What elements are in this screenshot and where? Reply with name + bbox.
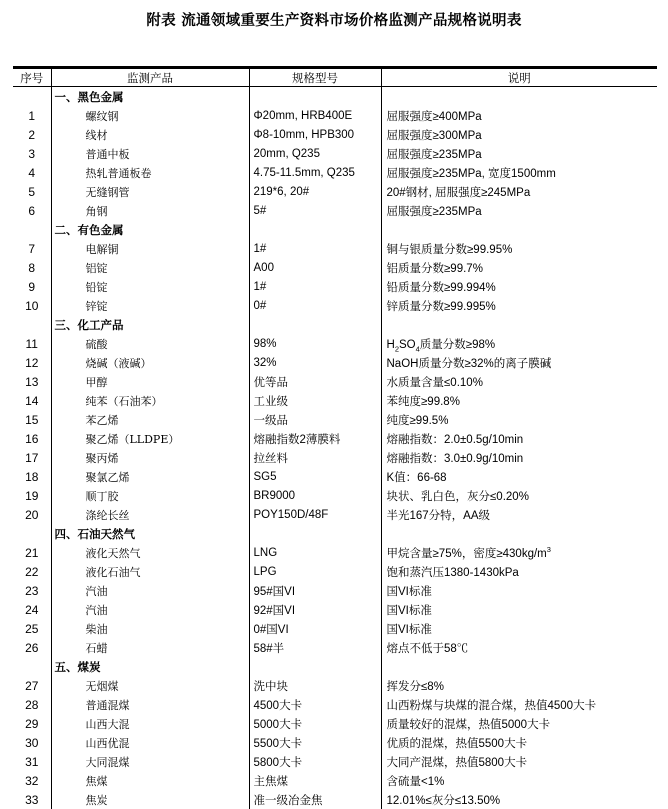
category-desc-cell	[381, 315, 657, 334]
page-title: 附表 流通领域重要生产资料市场价格监测产品规格说明表	[0, 9, 668, 30]
spec-model: 优等品	[249, 372, 381, 391]
header-spec: 规格型号	[249, 68, 381, 87]
table-header	[13, 68, 657, 87]
table-row	[13, 486, 657, 505]
description-text: 铝质量分数≥99.7%	[387, 263, 483, 275]
description-text: 屈服强度≥300MPa	[387, 130, 482, 142]
category-label: 五、煤炭	[51, 657, 249, 676]
spec-model: LNG	[249, 543, 381, 562]
table-row	[13, 277, 657, 296]
table-row	[13, 467, 657, 486]
table-row	[13, 562, 657, 581]
table-row	[13, 733, 657, 752]
product-name: 焦炭	[51, 790, 249, 809]
description-text: 铅质量分数≥99.994%	[387, 282, 496, 294]
spec-model: Φ20mm, HRB400E	[249, 106, 381, 125]
product-name: 苯乙烯	[51, 410, 249, 429]
description	[381, 201, 657, 220]
description	[381, 144, 657, 163]
product-name: 汽油	[51, 581, 249, 600]
category-desc-cell	[381, 220, 657, 239]
spec-model: 5500大卡	[249, 733, 381, 752]
table-row	[13, 752, 657, 771]
category-row	[13, 524, 657, 543]
spec-model: 4.75-11.5mm, Q235	[249, 163, 381, 182]
serial-number: 25	[13, 619, 51, 638]
description	[381, 163, 657, 182]
description-text: 饱和蒸汽压1380-1430kPa	[387, 567, 519, 579]
product-name: 山西大混	[51, 714, 249, 733]
product-name: 顺丁胶	[51, 486, 249, 505]
description-text: 屈服强度≥400MPa	[387, 111, 482, 123]
table-row	[13, 543, 657, 562]
description-text: NaOH质量分数≥32%的离子膜碱	[387, 358, 552, 370]
spec-model: 4500大卡	[249, 695, 381, 714]
product-name: 角钢	[51, 201, 249, 220]
serial-number: 22	[13, 562, 51, 581]
spec-model: 1#	[249, 277, 381, 296]
description	[381, 505, 657, 524]
serial-number: 30	[13, 733, 51, 752]
description	[381, 714, 657, 733]
description	[381, 619, 657, 638]
table-row	[13, 201, 657, 220]
spec-model: 5800大卡	[249, 752, 381, 771]
description	[381, 353, 657, 372]
spec-model: 0#	[249, 296, 381, 315]
product-name: 热轧普通板卷	[51, 163, 249, 182]
spec-table	[13, 66, 657, 809]
category-desc-cell	[381, 524, 657, 543]
description-text: K值：66-68	[387, 472, 447, 484]
serial-number: 2	[13, 125, 51, 144]
description-text: 挥发分≤8%	[387, 681, 444, 693]
product-name: 硫酸	[51, 334, 249, 353]
serial-number: 32	[13, 771, 51, 790]
description-text: 含硫量<1%	[387, 776, 445, 788]
table-row	[13, 714, 657, 733]
description	[381, 600, 657, 619]
product-name: 山西优混	[51, 733, 249, 752]
category-row	[13, 87, 657, 107]
description-text: 山西粉煤与块煤的混合煤，热值4500大卡	[387, 700, 597, 712]
serial-number: 16	[13, 429, 51, 448]
spec-model: 32%	[249, 353, 381, 372]
description-text: 12.01%≤灰分≤13.50%	[387, 795, 501, 807]
table-row	[13, 410, 657, 429]
product-name: 电解铜	[51, 239, 249, 258]
description	[381, 372, 657, 391]
description	[381, 296, 657, 315]
formula-sub-4: 4	[416, 344, 420, 353]
description	[381, 106, 657, 125]
product-name: 聚氯乙烯	[51, 467, 249, 486]
spec-model: 一级品	[249, 410, 381, 429]
description	[381, 182, 657, 201]
category-spec-cell	[249, 315, 381, 334]
category-desc-cell	[381, 657, 657, 676]
serial-number: 1	[13, 106, 51, 125]
table-row	[13, 581, 657, 600]
description	[381, 448, 657, 467]
serial-number: 3	[13, 144, 51, 163]
description	[381, 429, 657, 448]
description-text: 半光167分特，AA级	[387, 510, 491, 522]
formula-so: SO	[399, 339, 416, 351]
serial-number: 8	[13, 258, 51, 277]
description-text: 锌质量分数≥99.995%	[387, 301, 496, 313]
serial-number: 27	[13, 676, 51, 695]
table-row	[13, 619, 657, 638]
product-name: 线材	[51, 125, 249, 144]
product-name: 焦煤	[51, 771, 249, 790]
description	[381, 125, 657, 144]
category-row	[13, 657, 657, 676]
spec-model: 熔融指数2薄膜料	[249, 429, 381, 448]
description-text: 20#钢材, 屈服强度≥245MPa	[387, 187, 531, 199]
table-row	[13, 334, 657, 353]
spec-model: 洗中块	[249, 676, 381, 695]
category-label: 四、石油天然气	[51, 524, 249, 543]
table-row	[13, 163, 657, 182]
table-row	[13, 125, 657, 144]
product-name: 液化石油气	[51, 562, 249, 581]
description-text: 质量分数≥98%	[420, 339, 495, 351]
table-row	[13, 258, 657, 277]
product-name: 纯苯（石油苯）	[51, 391, 249, 410]
formula-sub-2: 2	[395, 344, 399, 353]
category-row	[13, 315, 657, 334]
description-text: 国VI标准	[387, 624, 432, 636]
serial-number: 26	[13, 638, 51, 657]
spec-model: 20mm, Q235	[249, 144, 381, 163]
serial-number: 7	[13, 239, 51, 258]
category-spec-cell	[249, 87, 381, 107]
category-serial-cell	[13, 220, 51, 239]
table-row	[13, 182, 657, 201]
spec-model: 主焦煤	[249, 771, 381, 790]
table-row	[13, 239, 657, 258]
description	[381, 581, 657, 600]
table-row	[13, 771, 657, 790]
category-spec-cell	[249, 524, 381, 543]
table-row	[13, 296, 657, 315]
product-name: 甲醇	[51, 372, 249, 391]
spec-model: 92#国VI	[249, 600, 381, 619]
description	[381, 391, 657, 410]
header-row	[13, 68, 657, 87]
description-text: 熔融指数：3.0±0.9g/10min	[387, 453, 524, 465]
table-row	[13, 144, 657, 163]
table-row	[13, 638, 657, 657]
table-row	[13, 600, 657, 619]
header-description: 说明	[381, 68, 657, 87]
product-name: 螺纹钢	[51, 106, 249, 125]
category-row	[13, 220, 657, 239]
description-text: 苯纯度≥99.8%	[387, 396, 460, 408]
description	[381, 258, 657, 277]
spec-model: 工业级	[249, 391, 381, 410]
description-text: 大同产混煤，热值5800大卡	[387, 757, 528, 769]
serial-number: 4	[13, 163, 51, 182]
description	[381, 562, 657, 581]
table-row	[13, 372, 657, 391]
description	[381, 239, 657, 258]
table-row	[13, 429, 657, 448]
serial-number: 23	[13, 581, 51, 600]
description-text: 纯度≥99.5%	[387, 415, 449, 427]
product-name: 石蜡	[51, 638, 249, 657]
description	[381, 277, 657, 296]
serial-number: 28	[13, 695, 51, 714]
serial-number: 9	[13, 277, 51, 296]
description	[381, 486, 657, 505]
product-name: 聚乙烯（LLDPE）	[51, 429, 249, 448]
description-text: 水质量含量≤0.10%	[387, 377, 483, 389]
serial-number: 6	[13, 201, 51, 220]
spec-model: 219*6, 20#	[249, 182, 381, 201]
spec-model: 95#国VI	[249, 581, 381, 600]
spec-model: 5000大卡	[249, 714, 381, 733]
category-serial-cell	[13, 524, 51, 543]
description-text: 质量较好的混煤，热值5000大卡	[387, 719, 551, 731]
description-text: 优质的混煤，热值5500大卡	[387, 738, 528, 750]
table-row	[13, 505, 657, 524]
serial-number: 11	[13, 334, 51, 353]
spec-model: 拉丝料	[249, 448, 381, 467]
header-serial-no: 序号	[13, 68, 51, 87]
description-text: 屈服强度≥235MPa	[387, 206, 482, 218]
category-label: 一、黑色金属	[51, 87, 249, 107]
product-name: 铝锭	[51, 258, 249, 277]
category-serial-cell	[13, 315, 51, 334]
serial-number: 18	[13, 467, 51, 486]
category-label: 二、有色金属	[51, 220, 249, 239]
category-spec-cell	[249, 657, 381, 676]
spec-model: POY150D/48F	[249, 505, 381, 524]
category-spec-cell	[249, 220, 381, 239]
table-row	[13, 448, 657, 467]
spec-model: A00	[249, 258, 381, 277]
category-desc-cell	[381, 87, 657, 107]
product-name: 锌锭	[51, 296, 249, 315]
description-text: 铜与银质量分数≥99.95%	[387, 244, 513, 256]
table-body	[13, 87, 657, 809]
description-text: 块状、乳白色，灰分≤0.20%	[387, 491, 529, 503]
serial-number: 12	[13, 353, 51, 372]
superscript: 3	[547, 545, 551, 554]
product-name: 普通中板	[51, 144, 249, 163]
table-row	[13, 353, 657, 372]
product-name: 聚丙烯	[51, 448, 249, 467]
spec-model: 0#国VI	[249, 619, 381, 638]
serial-number: 10	[13, 296, 51, 315]
serial-number: 19	[13, 486, 51, 505]
serial-number: 13	[13, 372, 51, 391]
description-text: 甲烷含量≥75%，密度≥430kg/m	[387, 548, 547, 560]
serial-number: 29	[13, 714, 51, 733]
serial-number: 21	[13, 543, 51, 562]
description	[381, 676, 657, 695]
spec-model: 准一级冶金焦	[249, 790, 381, 809]
product-name: 普通混煤	[51, 695, 249, 714]
product-name: 汽油	[51, 600, 249, 619]
description	[381, 467, 657, 486]
spec-model: BR9000	[249, 486, 381, 505]
product-name: 无烟煤	[51, 676, 249, 695]
serial-number: 5	[13, 182, 51, 201]
serial-number: 20	[13, 505, 51, 524]
description-text: 熔融指数：2.0±0.5g/10min	[387, 434, 524, 446]
formula-h: H	[387, 339, 395, 351]
serial-number: 24	[13, 600, 51, 619]
table-row	[13, 695, 657, 714]
product-name: 大同混煤	[51, 752, 249, 771]
description	[381, 790, 657, 809]
serial-number: 33	[13, 790, 51, 809]
description	[381, 752, 657, 771]
serial-number: 15	[13, 410, 51, 429]
spec-model: 1#	[249, 239, 381, 258]
description	[381, 771, 657, 790]
table-row	[13, 391, 657, 410]
description-text: 屈服强度≥235MPa	[387, 149, 482, 161]
spec-model: 58#半	[249, 638, 381, 657]
serial-number: 31	[13, 752, 51, 771]
spec-model: Φ8-10mm, HPB300	[249, 125, 381, 144]
table-row	[13, 106, 657, 125]
product-name: 烧碱（液碱）	[51, 353, 249, 372]
product-name: 无缝钢管	[51, 182, 249, 201]
spec-model: 98%	[249, 334, 381, 353]
description	[381, 334, 657, 353]
product-name: 柴油	[51, 619, 249, 638]
table-row	[13, 790, 657, 809]
product-name: 涤纶长丝	[51, 505, 249, 524]
category-serial-cell	[13, 657, 51, 676]
description-text: 屈服强度≥235MPa, 宽度1500mm	[387, 168, 556, 180]
spec-model: SG5	[249, 467, 381, 486]
product-name: 液化天然气	[51, 543, 249, 562]
serial-number: 14	[13, 391, 51, 410]
description	[381, 695, 657, 714]
category-serial-cell	[13, 87, 51, 107]
serial-number: 17	[13, 448, 51, 467]
table-row	[13, 676, 657, 695]
header-product: 监测产品	[51, 68, 249, 87]
description-text: 熔点不低于58℃	[387, 643, 469, 655]
description	[381, 733, 657, 752]
product-name: 铅锭	[51, 277, 249, 296]
description	[381, 410, 657, 429]
spec-model: LPG	[249, 562, 381, 581]
spec-model: 5#	[249, 201, 381, 220]
description-text: 国VI标准	[387, 605, 432, 617]
description	[381, 543, 657, 562]
category-label: 三、化工产品	[51, 315, 249, 334]
description	[381, 638, 657, 657]
description-text: 国VI标准	[387, 586, 432, 598]
